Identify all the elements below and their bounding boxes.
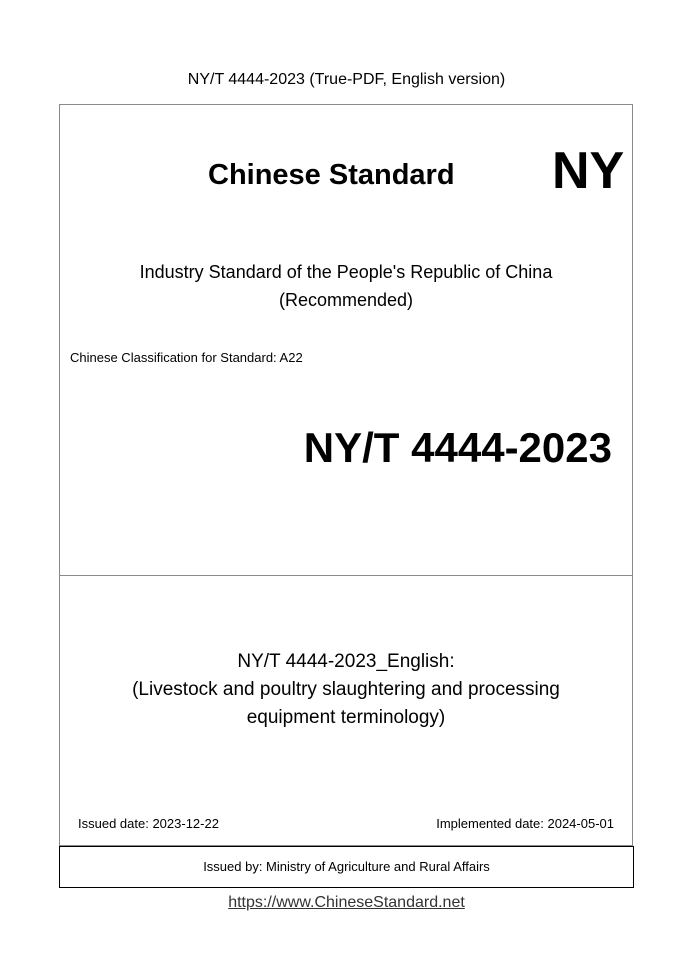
document-title-line-1: NY/T 4444-2023_English: xyxy=(237,651,455,672)
recommended-label: (Recommended) xyxy=(278,290,414,310)
industry-standard-line: Industry Standard of the People's Republic of China xyxy=(139,262,553,282)
cover-frame xyxy=(59,104,633,846)
issued-date: Issued date: 2023-12-22 xyxy=(78,816,219,831)
implemented-date: Implemented date: 2024-05-01 xyxy=(436,816,614,831)
standard-code-mark: NY xyxy=(552,142,625,200)
standard-number: NY/T 4444-2023 xyxy=(303,424,612,471)
issuer-box: Issued by: Ministry of Agriculture and Rural Affairs xyxy=(59,846,634,888)
document-title-line-3: equipment terminology) xyxy=(246,707,446,728)
classification-label: Chinese Classification for Standard: A22 xyxy=(70,350,303,365)
website-link[interactable]: https://www.ChineseStandard.net xyxy=(228,894,465,911)
frame-divider xyxy=(60,575,632,576)
page-header: NY/T 4444-2023 (True-PDF, English version) xyxy=(187,71,506,88)
document-title-line-2: (Livestock and poultry slaughtering and processing xyxy=(132,679,560,700)
cover-title: Chinese Standard xyxy=(208,159,455,191)
